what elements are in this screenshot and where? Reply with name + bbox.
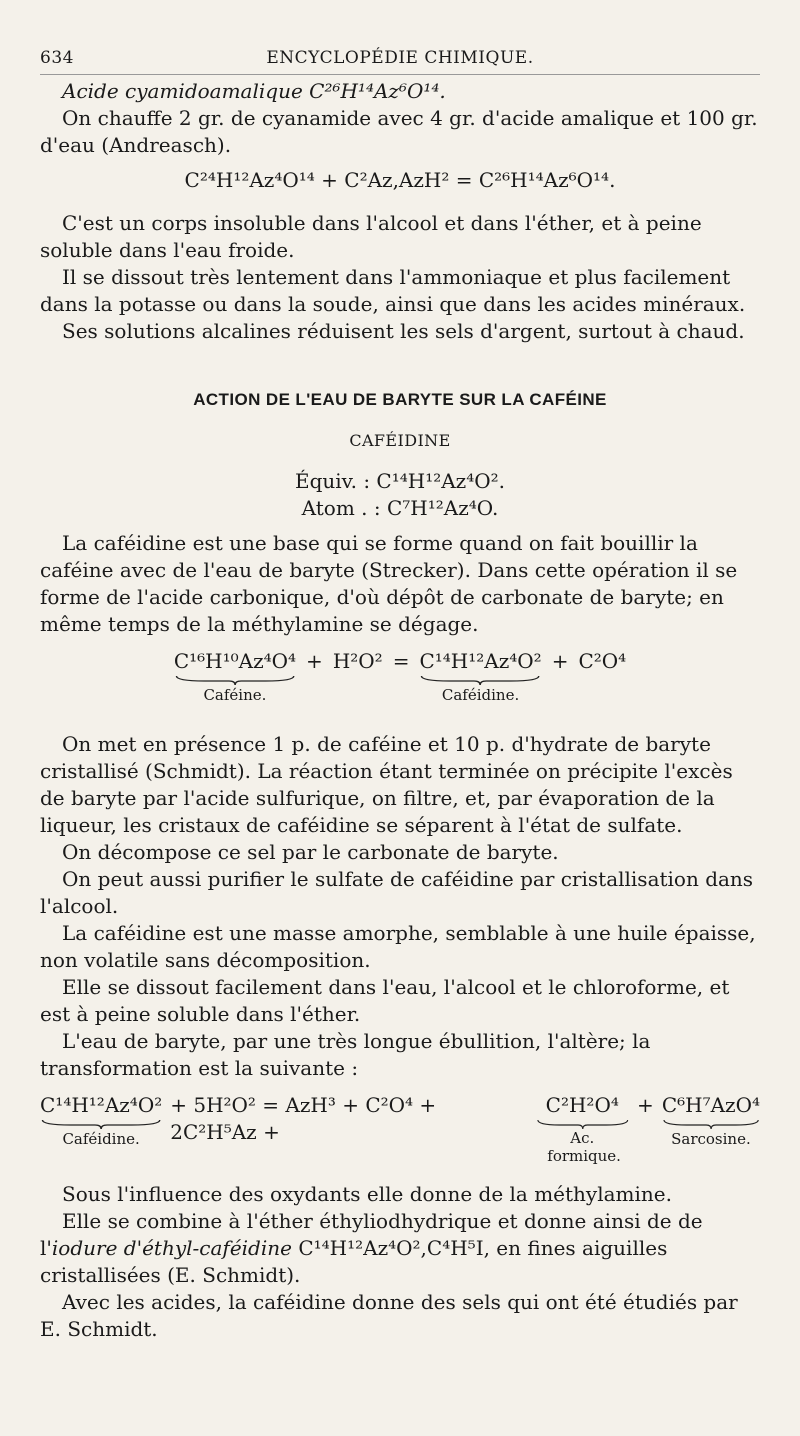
underbrace-icon (662, 1119, 760, 1129)
paragraph: Sous l'influence des oxydants elle donne de la méthylamine. (62, 1181, 672, 1206)
term-sarcosine: C⁶H⁷AzO⁴ Sarcosine. (661, 1092, 760, 1148)
page-number: 634 (40, 48, 74, 68)
paragraph: Elle se combine à l'éther éthyliodhydrique et donne ainsi de de l'iodure d'éthyl-caféidine C¹⁴H¹²Az⁴O²,C⁴H⁵I, en fines aiguilles cristallisées (E. Schmidt). (40, 1208, 703, 1287)
paragraph: La caféidine est une masse amorphe, semblable à une huile épaisse, non volatile sans décomposition. (40, 920, 756, 972)
running-title: ENCYCLOPÉDIE CHIMIQUE. (266, 48, 534, 68)
formula-equiv: Équiv. : C¹⁴H¹²Az⁴O². (295, 468, 505, 493)
equation-decomposition: C¹⁴H¹²Az⁴O² Caféidine. + 5H²O² = AzH³ + C²O⁴ + 2C²H⁵Az + C²H²O⁴ Ac. formique. + C⁶H⁷AzO⁴ Sarcosine. (40, 1092, 760, 1165)
page-body (40, 78, 760, 1343)
term-cafeidine: C¹⁴H¹²Az⁴O² Caféidine. (419, 648, 542, 704)
paragraph: On chauffe 2 gr. de cyanamide avec 4 gr. d'acide amalique et 100 gr. d'eau (Andreasch). (40, 106, 758, 157)
paragraph: On peut aussi purifier le sulfate de caféidine par cristallisation dans l'alcool. (40, 866, 754, 918)
underbrace-icon (419, 675, 541, 685)
paragraph: Il se dissout très lentement dans l'ammoniaque et plus facilement dans la potasse ou dans la soude, ainsi que dans les acides minéraux. (40, 265, 746, 316)
paragraph: C'est un corps insoluble dans l'alcool et dans l'éther, et à peine soluble dans l'eau froide. (40, 211, 702, 262)
section-title: ACTION DE L'EAU DE BARYTE SUR LA CAFÉINE (193, 390, 607, 409)
paragraph: Elle se dissout facilement dans l'eau, l'alcool et le chloroforme, et est à peine soluble dans l'éther. (40, 974, 730, 1026)
paragraph: L'eau de baryte, par une très longue ébullition, l'altère; la transformation est la suivante : (40, 1028, 651, 1080)
equation-caffeine: C¹⁶H¹⁰Az⁴O⁴ Caféine. + H²O² = C¹⁴H¹²Az⁴O² Caféidine. + C²O⁴ (173, 648, 627, 704)
paragraph: Ses solutions alcalines réduisent les sels d'argent, surtout à chaud. (62, 319, 745, 343)
compound-title: Acide cyamidoamalique C²⁶H¹⁴Az⁶O¹⁴. (62, 79, 446, 103)
underbrace-icon (40, 1119, 162, 1129)
equation: C²⁴H¹²Az⁴O¹⁴ + C²Az,AzH² = C²⁶H¹⁴Az⁶O¹⁴. (184, 168, 616, 192)
paragraph: On décompose ce sel par le carbonate de baryte. (62, 839, 559, 864)
term-cafeine: C¹⁶H¹⁰Az⁴O⁴ Caféine. (173, 648, 297, 704)
paragraph: La caféidine est une base qui se forme quand on fait bouillir la caféine avec de l'eau de baryte (Strecker). Dans cette opération il se forme de l'acide carbonique, d'où dépôt de carbonate de baryte; en même temps de la méthylamine se dégage. (40, 530, 738, 636)
subsection-title: CAFÉIDINE (349, 430, 451, 450)
formula-atom: Atom . : C⁷H¹²Az⁴O. (301, 495, 499, 520)
page-header (40, 48, 760, 75)
term-formic-acid: C²H²O⁴ Ac. formique. (536, 1092, 630, 1165)
paragraph: Avec les acides, la caféidine donne des sels qui ont été étudiés par E. Schmidt. (40, 1289, 738, 1341)
underbrace-icon (536, 1119, 630, 1129)
term-cafeidine: C¹⁴H¹²Az⁴O² Caféidine. (40, 1092, 163, 1148)
paragraph: On met en présence 1 p. de caféine et 10 p. d'hydrate de baryte cristallisé (Schmidt). La réaction étant terminée on précipite l'excès de baryte par l'acide sulfurique, on filtre, et, par évaporation de la liqueur, les cristaux de caféidine se séparent à l'état de sulfate. (40, 731, 733, 837)
underbrace-icon (174, 675, 296, 685)
